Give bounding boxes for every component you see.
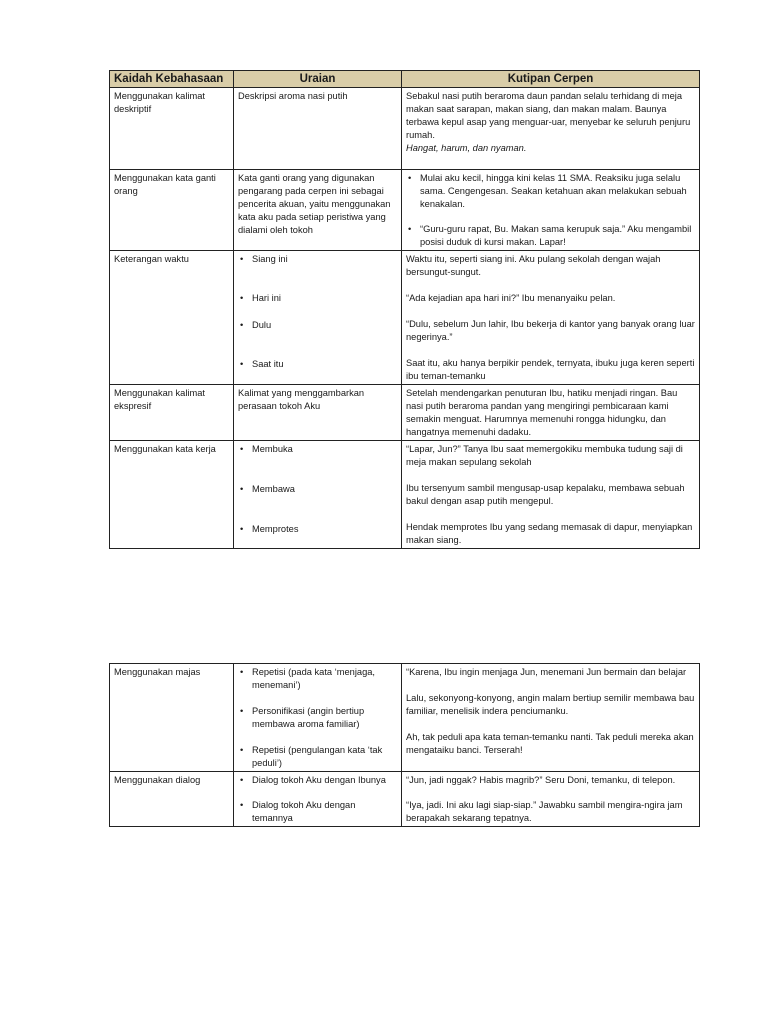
table-row <box>110 772 700 827</box>
uraian-cell: Deskripsi aroma nasi putih <box>234 88 402 170</box>
uraian-cell <box>234 251 402 385</box>
uraian-cell <box>234 441 402 549</box>
list-item: • Membawa <box>238 483 397 496</box>
kutipan-text: Sebakul nasi putih beraroma daun pandan selalu terhidang di meja makan saat sarapan, makan siang, dan makan malam. Baunya terbawa kepul asap yang menguar-uar, menyebar ke seluruh penjuru rumah. <box>406 91 691 140</box>
kutipan-paragraph: “Dulu, sebelum Jun lahir, Ibu bekerja di kantor yang banyak orang luar negerinya.” <box>406 319 695 342</box>
kutipan-paragraph: Ibu tersenyum sambil mengusap-usap kepalaku, membawa sebuah bakul dengan asap putih mengepul. <box>406 483 685 506</box>
kutipan-paragraph: Lalu, sekonyong-konyong, angin malam bertiup semilir membawa bau familiar, menelisik indera penciumanku. <box>406 693 695 716</box>
list-item: • Mulai aku kecil, hingga kini kelas 11 SMA. Reaksiku juga selalu sama. Cengengesan. Seakan ketahuan akan melakukan sebuah kenakalan. <box>406 172 695 211</box>
list-item: • Siang ini <box>238 253 397 266</box>
uraian-cell: Kata ganti orang yang digunakan pengarang pada cerpen ini sebagai pencerita akuan, yaitu menggunakan kata aku pada setiap peristiwa yang dialami oleh tokoh <box>234 170 402 251</box>
kutipan-list <box>406 172 695 249</box>
table-row <box>110 441 700 549</box>
uraian-cell: Kalimat yang menggambarkan perasaan tokoh Aku <box>234 385 402 441</box>
uraian-list <box>238 666 397 770</box>
list-item: • Dialog tokoh Aku dengan Ibunya <box>238 774 397 787</box>
kutipan-paragraph: “Karena, Ibu ingin menjaga Jun, menemani Jun bermain dan belajar <box>406 667 687 677</box>
list-item: • Dulu <box>238 319 397 332</box>
list-item: • Saat itu <box>238 358 397 371</box>
table-header-row <box>110 71 700 88</box>
list-item: • Repetisi (pengulangan kata ‘tak peduli’) <box>238 744 397 770</box>
uraian-list <box>238 443 397 536</box>
list-item: • Personifikasi (angin bertiup membawa aroma familiar) <box>238 705 397 731</box>
header-uraian: Uraian <box>234 71 402 88</box>
kutipan-italic-text: Hangat, harum, dan nyaman. <box>406 143 527 153</box>
list-item: • Hari ini <box>238 292 397 305</box>
kaidah-cell: Keterangan waktu <box>110 251 234 385</box>
uraian-list <box>238 253 397 371</box>
kutipan-paragraph: “Lapar, Jun?” Tanya Ibu saat memergokiku membuka tudung saji di meja makan sepulang sekolah <box>406 444 683 467</box>
header-kutipan: Kutipan Cerpen <box>402 71 700 88</box>
kaidah-cell: Menggunakan majas <box>110 664 234 772</box>
kutipan-cell <box>402 772 700 827</box>
kutipan-paragraph: Waktu itu, seperti siang ini. Aku pulang sekolah dengan wajah bersungut-sungut. <box>406 254 661 277</box>
uraian-cell <box>234 772 402 827</box>
kaidah-cell: Menggunakan kalimat ekspresif <box>110 385 234 441</box>
list-item: • “Guru-guru rapat, Bu. Makan sama kerupuk saja.” Aku mengambil posisi duduk di kursi makan. Lapar! <box>406 223 695 249</box>
kutipan-paragraph: “Jun, jadi nggak? Habis magrib?” Seru Doni, temanku, di telepon. <box>406 775 676 785</box>
uraian-list <box>238 774 397 825</box>
kaidah-cell: Menggunakan kata ganti orang <box>110 170 234 251</box>
list-item: • Repetisi (pada kata ‘menjaga, menemani’) <box>238 666 397 692</box>
kutipan-cell: Setelah mendengarkan penuturan Ibu, hatiku menjadi ringan. Bau nasi putih beraroma pandan yang mengiringi pembicaraan kami semakin menguat. Harumnya memenuhi rongga hidungku, dan hangatnya memenuhi dadaku. <box>402 385 700 441</box>
table-row <box>110 385 700 441</box>
kaidah-kebahasaan-table <box>109 70 700 549</box>
kutipan-paragraph: “Ada kejadian apa hari ini?” Ibu menanyaiku pelan. <box>406 293 616 303</box>
kutipan-paragraph: Saat itu, aku hanya berpikir pendek, ternyata, ibuku juga keren seperti ibu teman-temanku <box>406 358 695 381</box>
list-item: • Dialog tokoh Aku dengan temannya <box>238 799 397 825</box>
kutipan-paragraph: “Iya, jadi. Ini aku lagi siap-siap.” Jawabku sambil mengira-ngira jam berapakah sekarang tepatnya. <box>406 800 683 823</box>
table-row <box>110 88 700 170</box>
list-item: • Memprotes <box>238 523 397 536</box>
kutipan-cell <box>402 441 700 549</box>
kutipan-cell <box>402 251 700 385</box>
uraian-cell <box>234 664 402 772</box>
kutipan-paragraph: Ah, tak peduli apa kata teman-temanku nanti. Tak peduli mereka akan mengataiku banci. Terserah! <box>406 732 694 755</box>
kaidah-cell: Menggunakan kata kerja <box>110 441 234 549</box>
table-row <box>110 170 700 251</box>
kutipan-cell <box>402 170 700 251</box>
kutipan-cell <box>402 88 700 170</box>
table-row <box>110 251 700 385</box>
kaidah-kebahasaan-table-continued <box>109 663 700 827</box>
kaidah-cell: Menggunakan kalimat deskriptif <box>110 88 234 170</box>
kutipan-paragraph: Hendak memprotes Ibu yang sedang memasak di dapur, menyiapkan makan siang. <box>406 522 693 545</box>
table-row <box>110 664 700 772</box>
kutipan-cell <box>402 664 700 772</box>
kaidah-cell: Menggunakan dialog <box>110 772 234 827</box>
list-item: • Membuka <box>238 443 397 456</box>
header-kaidah: Kaidah Kebahasaan <box>110 71 234 88</box>
